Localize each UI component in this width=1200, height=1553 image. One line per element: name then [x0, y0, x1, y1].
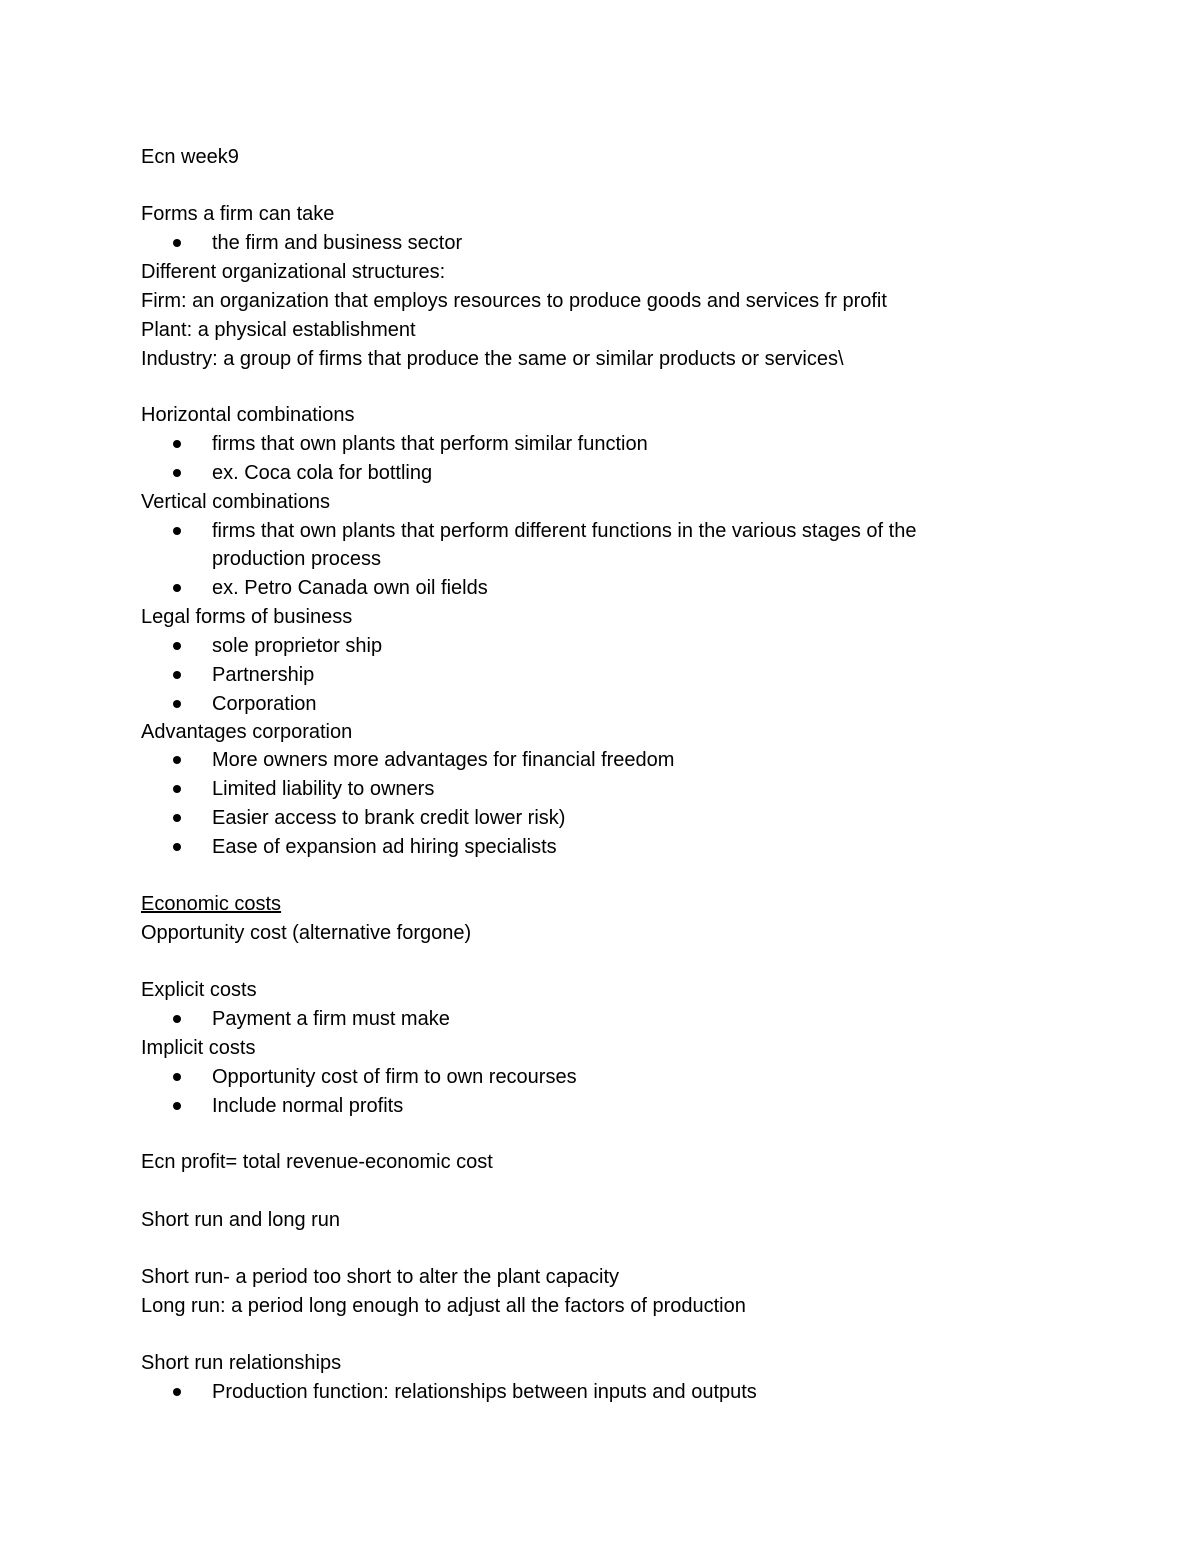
bullet-icon: [173, 785, 181, 793]
vertical-heading: Vertical combinations: [141, 491, 330, 513]
bullet-icon: [173, 440, 181, 448]
explicit-heading: Explicit costs: [141, 979, 257, 1001]
list-item-text: Include normal profits: [212, 1095, 404, 1117]
horizontal-heading: Horizontal combinations: [141, 404, 355, 426]
bullet-icon: [173, 584, 181, 592]
bullet-icon: [173, 756, 181, 764]
bullet-icon: [173, 469, 181, 477]
list-item-text: the firm and business sector: [212, 232, 463, 254]
document-title: Ecn week9: [141, 146, 239, 168]
list-item-text: Limited liability to owners: [212, 778, 435, 800]
implicit-heading: Implicit costs: [141, 1037, 256, 1059]
list-item-text: Easier access to brank credit lower risk): [212, 807, 566, 829]
structures-heading: Different organizational structures:: [141, 261, 446, 283]
legal-heading: Legal forms of business: [141, 606, 353, 628]
bullet-icon: [173, 239, 181, 247]
list-item-text: More owners more advantages for financial freedom: [212, 749, 675, 771]
list-item-text: Corporation: [212, 693, 317, 715]
ecn-profit: Ecn profit= total revenue-economic cost: [141, 1151, 493, 1173]
list-item-text: firms that own plants that perform similar function: [212, 433, 648, 455]
bullet-icon: [173, 1102, 181, 1110]
bullet-icon: [173, 671, 181, 679]
short-run-relationships-heading: Short run relationships: [141, 1352, 342, 1374]
bullet-icon: [173, 814, 181, 822]
bullet-icon: [173, 642, 181, 650]
economic-costs-heading: Economic costs: [141, 893, 282, 915]
firm-definition: Firm: an organization that employs resources to produce goods and services fr profit: [141, 290, 887, 312]
short-long-heading: Short run and long run: [141, 1209, 341, 1231]
list-item-text: Opportunity cost of firm to own recourses: [212, 1066, 577, 1088]
short-run-definition: Short run- a period too short to alter the plant capacity: [141, 1266, 620, 1288]
bullet-icon: [173, 843, 181, 851]
long-run-definition: Long run: a period long enough to adjust all the factors of production: [141, 1295, 746, 1317]
bullet-icon: [173, 1073, 181, 1081]
plant-definition: Plant: a physical establishment: [141, 319, 416, 341]
list-item-text: ex. Petro Canada own oil fields: [212, 577, 488, 599]
list-item-text: Ease of expansion ad hiring specialists: [212, 836, 557, 858]
advantages-heading: Advantages corporation: [141, 721, 353, 743]
list-item-text: Production function: relationships between inputs and outputs: [212, 1381, 757, 1403]
list-item-text: Partnership: [212, 664, 315, 686]
industry-definition: Industry: a group of firms that produce the same or similar products or services\: [141, 348, 844, 370]
list-item-text: Payment a firm must make: [212, 1008, 450, 1030]
bullet-icon: [173, 700, 181, 708]
bullet-icon: [173, 527, 181, 535]
forms-heading: Forms a firm can take: [141, 203, 335, 225]
bullet-icon: [173, 1388, 181, 1396]
list-item-text: ex. Coca cola for bottling: [212, 462, 433, 484]
bullet-icon: [173, 1015, 181, 1023]
opportunity-cost: Opportunity cost (alternative forgone): [141, 922, 472, 944]
list-item-text: sole proprietor ship: [212, 635, 383, 657]
list-item-text: firms that own plants that perform different functions in the various stages of the production process: [212, 520, 917, 570]
